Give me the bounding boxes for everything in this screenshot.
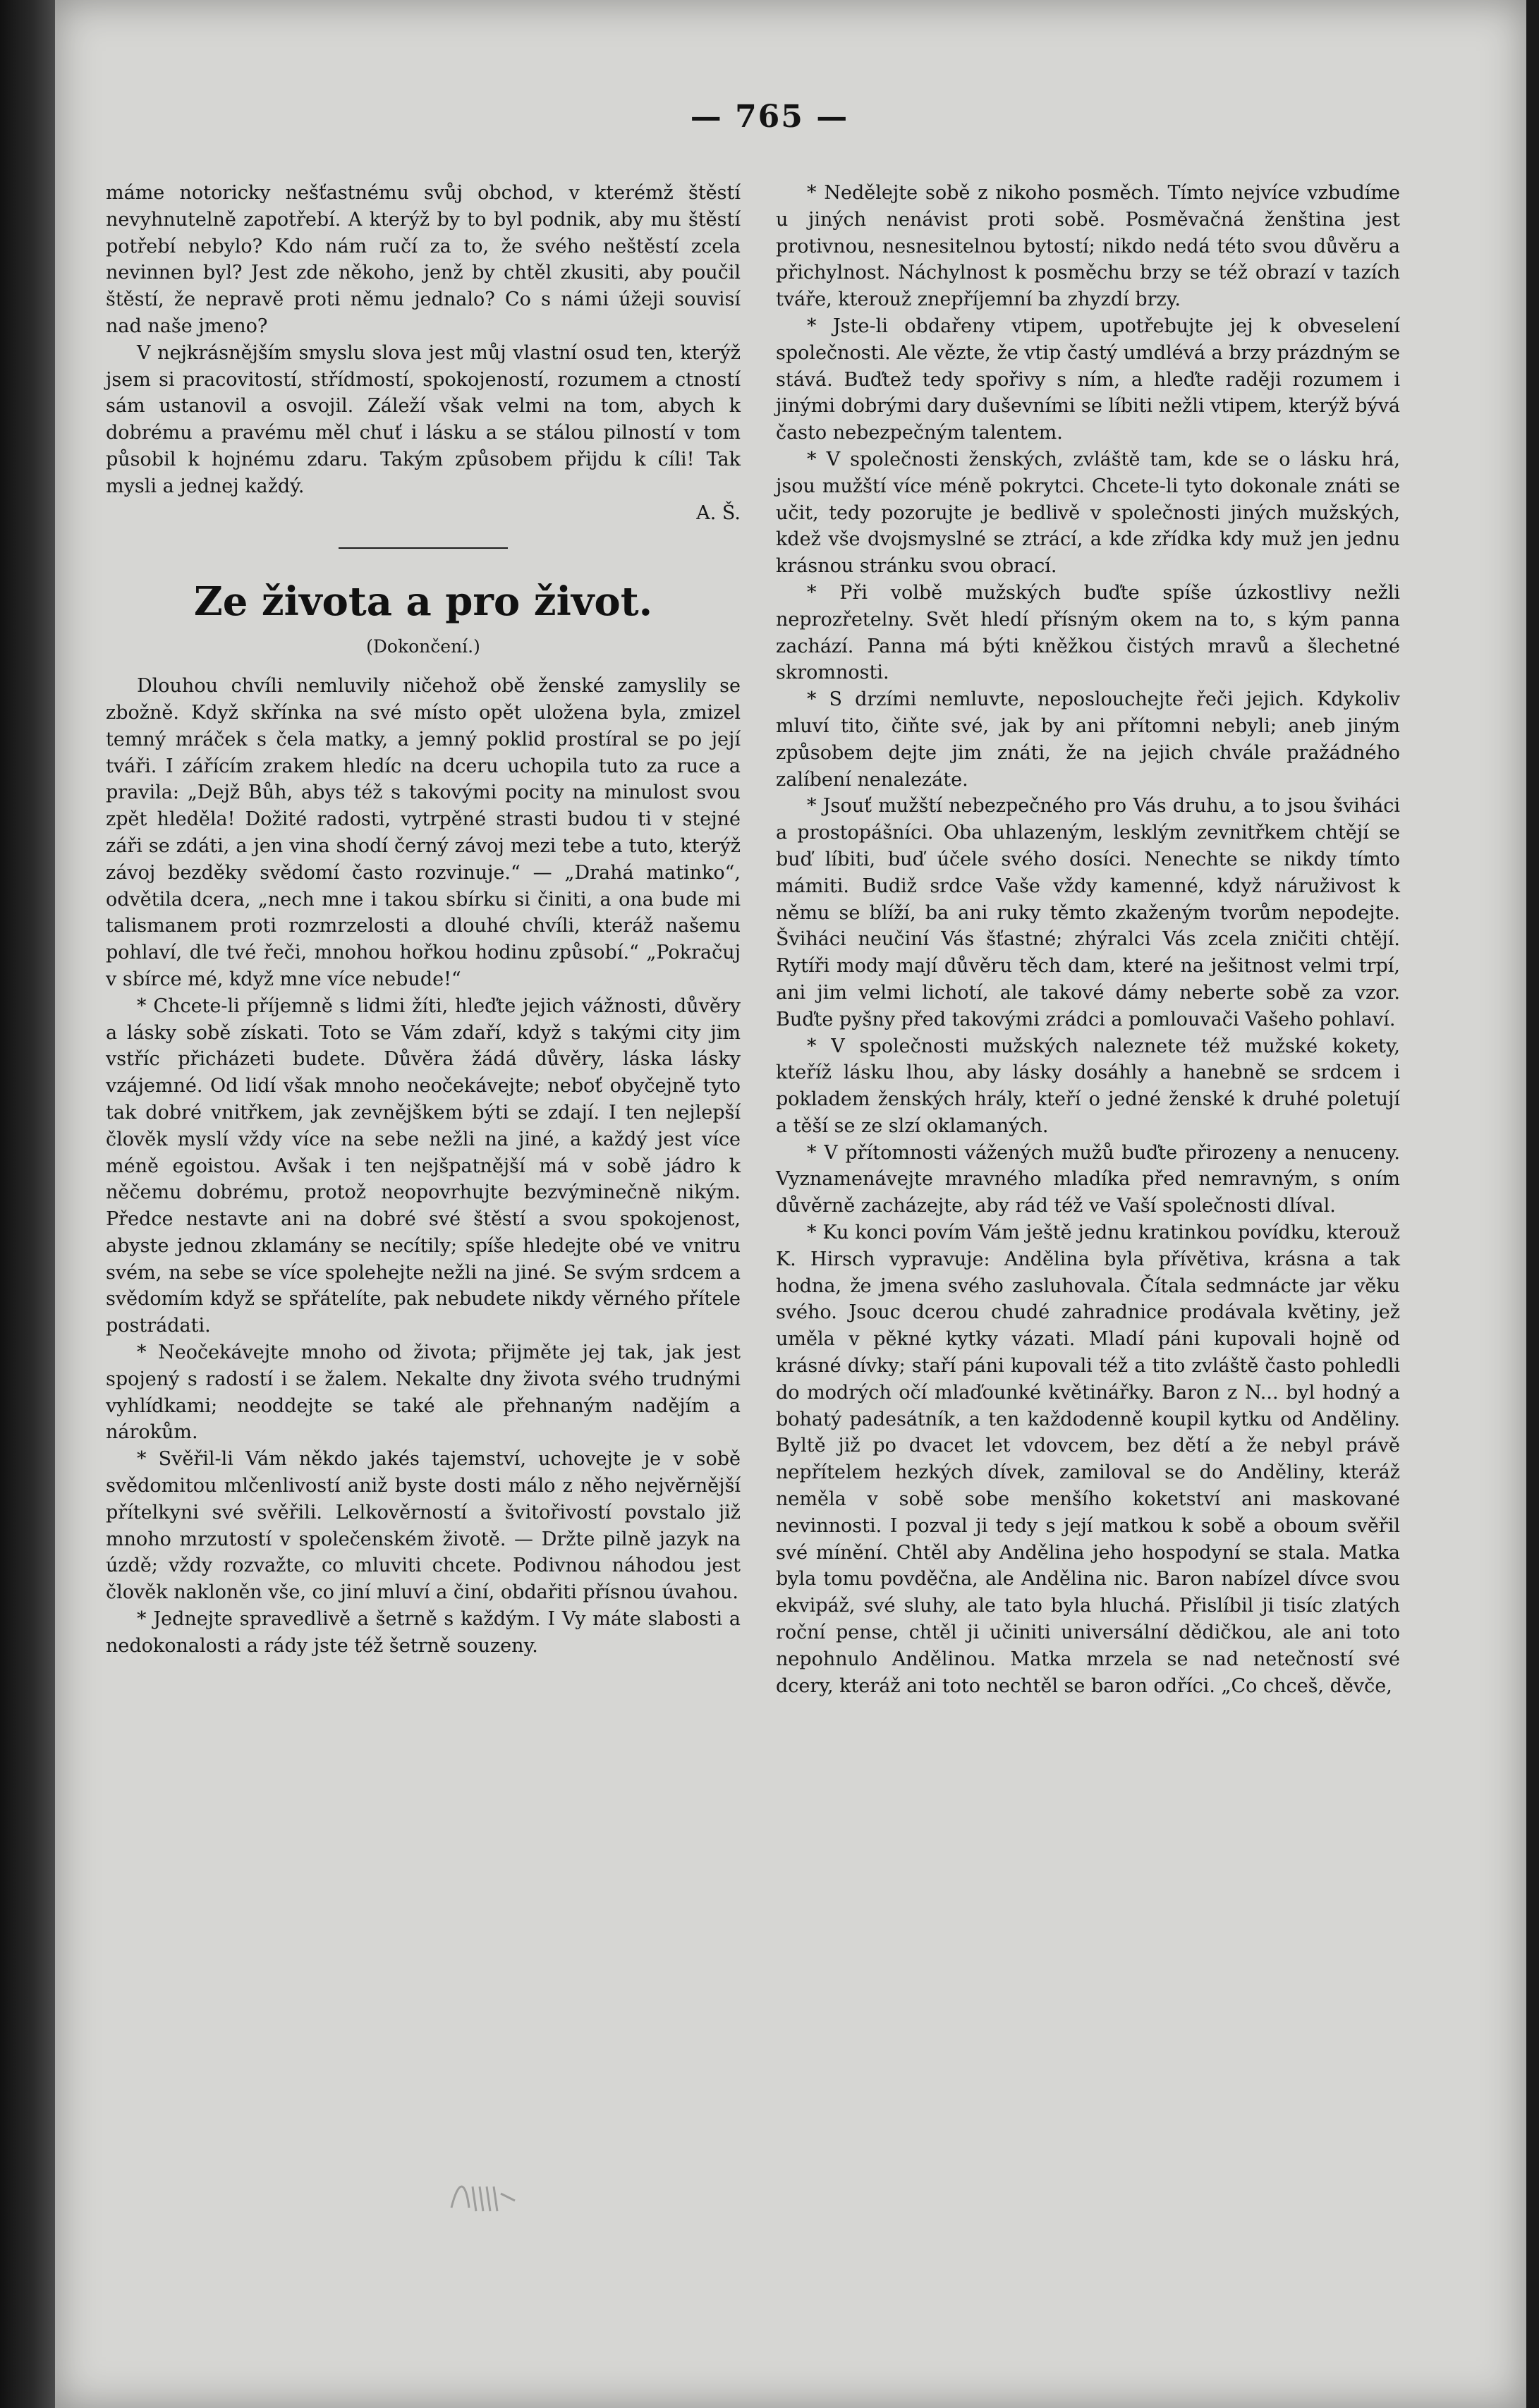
article-paragraph-1: Dlouhou chvíli nemluvily ničehož obě ženské zamyslily se zbožně. Když skřínka na své místo opět uložena byla, zmizel temný mráček s čela matky, a jemný poklid prostíral se po její tváři. I zářícím zrakem hledíc na dceru uchopila tuto za ruce a pravila: „Dejž Bůh, abys též s takovými pocity na minulost svou zpět hleděla! Dožité radosti, vytrpěné strasti budou ti v stejné záři se zdáti, a jen vina shodí černý závoj mezi tebe a tuto, kterýž závoj bezděky svědomí často rozvinuje.“ — „Drahá matinko“, odvětila dcera, „nech mne i takou sbírku si činiti, a ona bude mi talismanem proti rozmrzelosti a dlouhé chvíli, kteráž našemu pohlaví, dle tvé řeči, mnohou hořkou hodinu způsobí.“ „Pokračuj v sbírce mé, když mne více nebude!“	[106, 675, 741, 990]
article-paragraph-4: * Svěřil-li Vám někdo jakés tajemství, uchovejte je v sobě svědomitou mlčenlivostí aniž byste dosti málo z něho nejvěrnější přítelkyni své svěřili. Lelkověrností a švitořivostí povstalo již mnoho mrzutostí v společenském životě. — Držte pilně jazyk na úzdě; vždy rozvažte, co mluviti chcete. Podivnou náhodou jest člověk nakloněn vše, co jiní mluví a činí, obdařiti přísnou úvahou.	[106, 1448, 741, 1604]
left-column	[106, 180, 741, 1660]
advice-paragraph-7: * V společnosti mužských naleznete též mužské kokety, kteříž lásku lhou, aby lásky dosáhly a hanebně se srdcem i pokladem ženských hrály, kteří o jedné ženské k druhé poletují a těší se ze slzí oklamaných.	[776, 1035, 1400, 1137]
advice-paragraph-9: * Ku konci povím Vám ještě jednu kratinkou povídku, kterouž K. Hirsch vypravuje: Andělina byla přívětiva, krásna a tak hodna, že jmena svého zasluhovala. Čítala sedmnácte jar věku svého. Jsouc dcerou chudé zahradnice prodávala květiny, jež uměla v pěkné kytky vázati. Mladí páni kupovali hojně od krásné dívky; staří páni kupovali též a tito zvláště často pohledli do modrých očí mlaďounké květinářky. Baron z N... byl hodný a bohatý padesátník, a ten každodenně koupil kytku od Anděliny. Byltě již po dvacet let vdovcem, bez dětí a že nebyl právě nepřítelem hezkých dívek, zamiloval se do Anděliny, kteráž neměla v sobě sobe menšího koketství ani maskované nevinnosti. I pozval ji tedy s její matkou k sobě a oboum svěřil své mínění. Chtěl aby Andělina jeho hospodyní se stala. Matka byla tomu povděčna, ale Andělina nic. Baron nabízel dívce svou ekvipáž, své sluhy, ale tato byla hluchá. Přislíbil ji tisíc zlatých roční pense, chtěl ji učiniti universální dědičkou, ale ani toto nepohnulo Andělinou. Matka mrzela se nad netečností své dcery, kteráž ani toto nechtěl se baron odříci. „Co chceš, děvče,	[776, 1222, 1400, 1697]
advice-paragraph-2: * Jste-li obdařeny vtipem, upotřebujte jej k obveselení společnosti. Ale vězte, že vtip častý umdlévá a brzy prázdným se stává. Buďtež tedy spořivy s ním, a hleďte raději rozumem i jinými dobrými dary duševními se líbiti nežli vtipem, kterýž bývá často nebezpečným talentem.	[776, 315, 1400, 444]
advice-paragraph-4: * Při volbě mužských buďte spíše úzkostlivy nežli neprozřetelny. Svět hledí přísným okem na to, s kým panna zachází. Panna má býti kněžkou čistých mravů a šlechetné skromnosti.	[776, 581, 1400, 684]
section-divider	[339, 547, 508, 549]
article-title: Ze života a pro život.	[193, 578, 653, 626]
author-signature: A. Š.	[696, 501, 741, 524]
article-paragraph-2: * Chcete-li příjemně s lidmi žíti, hleďte jejich vážnosti, důvěry a lásky sobě získati. Toto se Vám zdaří, když s takými city jim vstříc přicházeti budete. Důvěra žádá důvěry, láska lásky vzájemné. Od lidí však mnoho neočekávejte; neboť obyčejně tyto tak dobré vnitřkem, jak zevnějškem býti se zdají. I ten nejlepší člověk myslí vždy více na sebe nežli na jiné, a každý jest více méně egoistou. Avšak i ten nejšpatnější má v sobě jádro k něčemu dobrému, protož neopovrhujte bezvýminečně nikým. Předce nestavte ani na dobré své štěstí a svou spokojenost, abyste jednou zklamány se necítily; spíše hledejte obé ve vnitru svém, na sebe se více spolehejte nežli na jiné. Se svým srdcem a svědomím když se spřátelíte, pak nebudete nikdy věrného přítele postrádati.	[106, 995, 741, 1337]
article-subtitle: (Dokončení.)	[366, 636, 480, 657]
right-column	[776, 180, 1400, 1699]
advice-paragraph-6: * Jsouť mužští nebezpečného pro Vás druhu, a to jsou šviháci a prostopášníci. Oba uhlazeným, lesklým zevnitřkem chtějí se buď líbiti, buď účele svého dosíci. Nenechte se nikdy tímto mámiti. Budiž srdce Vaše vždy kamenné, když náruživost k němu se blíží, ba ani ruky těmto zkaženým tvorům nepodejte. Šviháci neučiní Vás šťastné; zhýralci Vás zcela zničiti chtějí. Rytíři mody mají důvěru těch dam, které na ješitnost velmi trpí, ani jim velmi lichotí, ale takové dámy neberte sobě za vzor. Buďte pyšny před takovými zrádci a pomlouvači Vašeho pohlaví.	[776, 795, 1400, 1030]
advice-paragraph-3: * V společnosti ženských, zvláště tam, kde se o lásku hrá, jsou mužští více méně pokrytci. Chcete-li tyto dokonale znáti se učit, tedy pozorujte je bedlivě v společnosti jiných mužských, kdež vše dvojsmyslné se ztrácí, a kde zřídka kdy muž jen jednu krásnou stránku svou obrací.	[776, 448, 1400, 578]
advice-paragraph-8: * V přítomnosti vážených mužů buďte přirozeny a nenuceny. Vyznamenávejte mravného mladíka před nemravným, s oním důvěrně zacházejte, aby rád též ve Vaší společnosti dlíval.	[776, 1141, 1400, 1217]
intro-paragraph-2: V nejkrásnějším smyslu slova jest můj vlastní osud ten, kterýž jsem si pracovitostí, střídmostí, spokojeností, rozumem a ctností sám ustanovil a osvojil. Záleží však velmi na tom, abych k dobrému a pravému měl chuť i lásku a se stálou pilností v tom působil k hojnému zdaru. Takým způsobem přijdu k cíli! Tak mysli a jednej každý.	[106, 341, 741, 497]
advice-paragraph-5: * S drzími nemluvte, neposlouchejte řeči jejich. Kdykoliv mluví tito, čiňte své, jak by ani přítomni nebyli; aneb jiným způsobem dejte jim znáti, že na jejich chvále pražádného zalíbení nenalezáte.	[776, 688, 1400, 791]
article-paragraph-5: * Jednejte spravedlivě a šetrně s každým. I Vy máte slabosti a nedokonalosti a rády jste též šetrně souzeny.	[106, 1608, 741, 1657]
advice-paragraph-1: * Nedělejte sobě z nikoho posměch. Tímto nejvíce vzbudíme u jiných nenávist proti sobě. Posměvačná ženština jest protivnou, nesnesitelnou bytostí; nikdo nedá této svou důvěru a přichylnost. Náchylnost k posměchu brzy se též obrazí v tazích tváře, kterouž znepříjemní ba zhyzdí brzy.	[776, 182, 1400, 311]
intro-paragraph-1: máme notoricky nešťastnému svůj obchod, v kterémž štěstí nevyhnutelně zapotřebí. A kterýž by to byl podnik, aby mu štěstí potřebí nebylo? Kdo nám ručí za to, že svého neštěstí zcela nevinnen byl? Jest zde někoho, jenž by chtěl zkusiti, aby poučil štěstí, že nepravě proti němu jednalo? Co s námi úžeji souvisí nad naše jmeno?	[106, 182, 741, 337]
signature-line	[106, 500, 741, 527]
page-number: — 765 —	[690, 99, 849, 135]
library-stamp-mark	[444, 2172, 529, 2222]
article-paragraph-3: * Neočekávejte mnoho od života; přijměte jej tak, jak jest spojený s radostí i se žalem. Nekalte dny života svého trudnými vyhlídkami; neoddejte se také ale přehnaným nadějím a nárokům.	[106, 1342, 741, 1444]
page-gutter-shadow	[0, 0, 55, 2408]
